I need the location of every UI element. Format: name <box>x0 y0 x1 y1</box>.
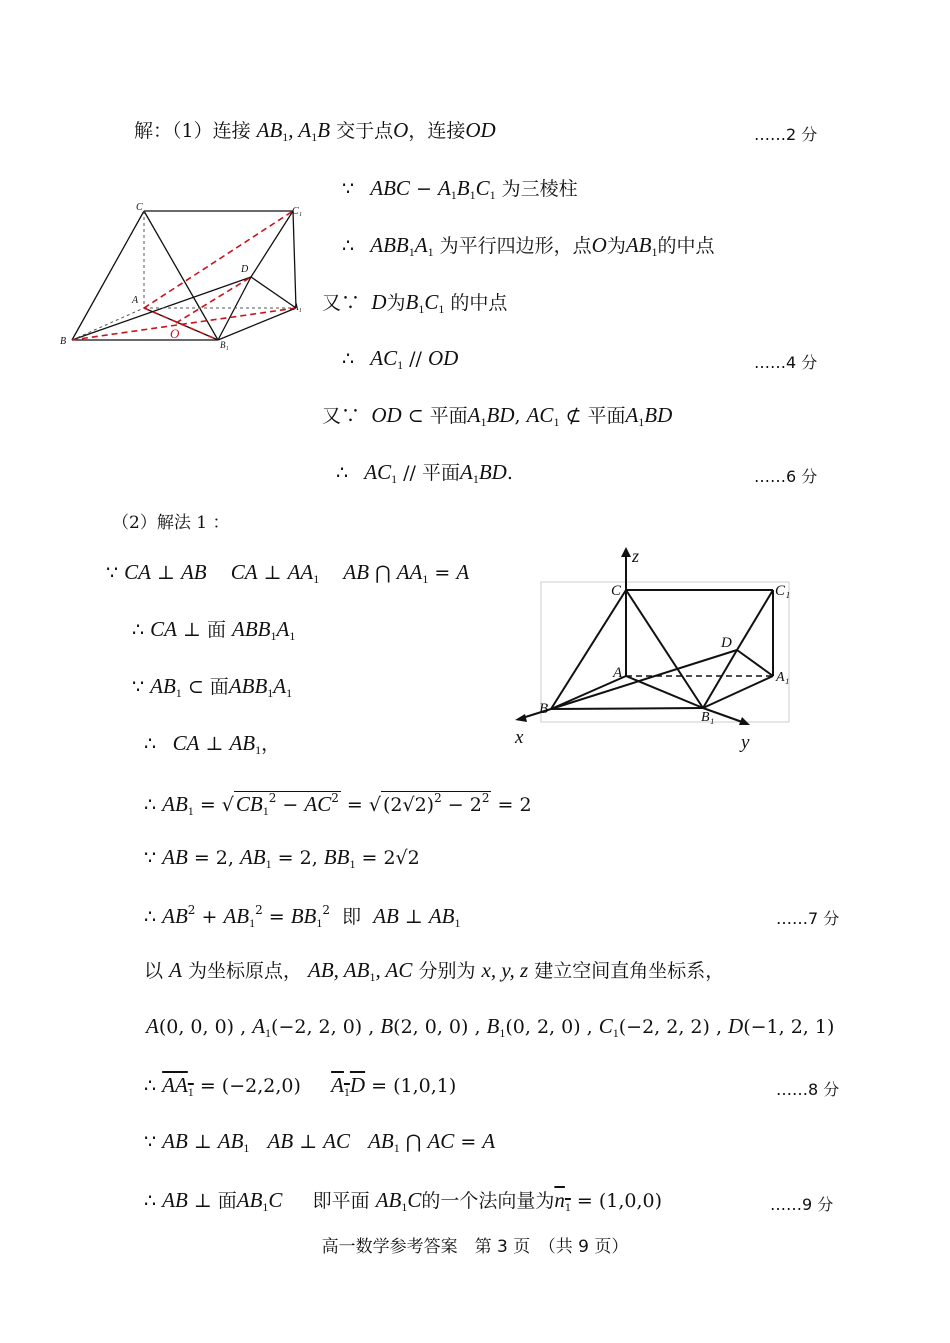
fig1-label-b1: B₁ <box>220 340 229 350</box>
p2-line-6: ∵ AB = 2, $AB_1 = 2$, $BB_1 = 2√2$ <box>144 845 420 871</box>
p2-line-12: ∴ AB ⊥ 面$AB_1C$ 即平面 $AB_1C$的一个法向量为$n_1 = (1,0,0)$ <box>144 1188 663 1214</box>
score-8: ……8 分 <box>776 1080 840 1099</box>
fig2-label-a: A <box>613 665 623 681</box>
solution-line-3: ∴ $ABB_1A_1$ 为平行四边形，点O为$AB_1$的中点 <box>342 233 715 259</box>
solution-line-6: 又∵ OD ⊂ 平面$A_1BD$, $AC_1$ ⊄ 平面$A_1BD$ <box>322 403 673 429</box>
score-6: ……6 分 <box>754 467 818 486</box>
p2-line-3: ∵ $AB_1$ ⊂ 面$ABB_1A_1$ <box>132 674 293 700</box>
p2-line-7: ∴ $AB^2 + AB_1^2 = BB_1^2$ 即 AB ⊥ $AB_1$ <box>144 903 461 930</box>
score-9: ……9 分 <box>770 1195 834 1214</box>
p2-line-4: ∴ CA ⊥ $AB_1$， <box>144 731 281 757</box>
fig1-label-c: C <box>136 202 143 213</box>
solution-line-1: 解：（1）连接 $AB_1$, $A_1B$ 交于点O，连接OD <box>134 118 496 144</box>
fig1-label-d: D <box>241 264 249 275</box>
solution-line-2: ∵ ABC − $A_1B_1C_1$ 为三棱柱 <box>342 176 578 202</box>
fig2-label-z: z <box>632 546 640 566</box>
fig2-label-c: C <box>611 583 622 599</box>
fig1-label-a1: A₁ <box>293 302 302 312</box>
prism-figure-1 <box>58 200 308 350</box>
fig2-label-d: D <box>721 635 732 651</box>
p2-line-2: ∴ CA ⊥ 面 $ABB_1A_1$ <box>132 617 296 643</box>
score-2: ……2 分 <box>754 125 818 144</box>
p2-line-9: A(0, 0, 0) , $A_1(-2$, 2, 0) , B(2, 0, 0) , $B_1(0$, 2, 0) , $C_1(-2$, 2, 2) , D(−1, 2, 1) <box>146 1014 835 1040</box>
solution-line-5: ∴ $AC_1$ // OD <box>342 346 459 372</box>
score-7: ……7 分 <box>776 909 840 928</box>
p2-line-11: ∵ AB ⊥ $AB_1$ AB ⊥ AC $AB_1$ ⋂ AC = A <box>144 1129 496 1155</box>
score-4: ……4 分 <box>754 353 818 372</box>
fig1-label-b: B <box>60 336 67 347</box>
page-footer: 高一数学参考答案 第 3 页 （共 9 页） <box>321 1237 629 1257</box>
fig2-label-x: x <box>515 727 524 748</box>
fig1-label-o: O <box>170 326 180 341</box>
solution-line-7: ∴ $AC_1$ // 平面$A_1BD$. <box>336 460 513 486</box>
fig2-label-a1: A₁ <box>776 670 790 685</box>
coordinate-figure-2 <box>505 545 805 755</box>
p2-line-1: ∵ CA ⊥ AB CA ⊥ $AA_1$ AB ⋂ $AA_1 = A$ <box>106 560 470 586</box>
p2-line-8: 以 A 为坐标原点， AB, $AB_1$, AC 分别为 x, y, z 建立空间直角坐标系， <box>144 958 725 984</box>
p2-line-10: ∴ $AA_1 = (-2,2,0)$ $A_1D = (1,0,1)$ <box>144 1073 457 1099</box>
solution-line-4: 又∵ D为$B_1C_1$ 的中点 <box>322 290 508 316</box>
fig2-label-c1: C₁ <box>775 583 791 599</box>
part2-header: （2）解法 1 ： <box>112 513 230 533</box>
fig2-label-y: y <box>741 732 750 753</box>
p2-line-5: ∴ $AB_1 = √CB_1^2 - AC^2$ = √ $(2√2)^2 - 2^2 = 2$ <box>144 791 532 818</box>
fig1-label-a: A <box>132 295 139 306</box>
fig2-label-b1: B₁ <box>701 710 715 725</box>
fig1-label-c1: C₁ <box>292 206 303 217</box>
fig2-label-b: B <box>539 701 549 717</box>
